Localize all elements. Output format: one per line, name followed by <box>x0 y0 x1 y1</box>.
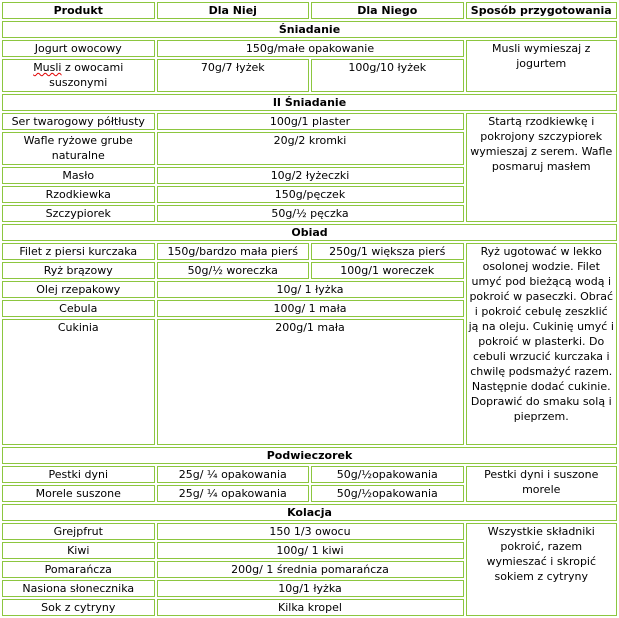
product-cell: Rzodkiewka <box>2 186 155 203</box>
amount-her-cell: 150g/bardzo mała pierś <box>157 243 310 260</box>
amount-both-cell: 200g/1 mała <box>157 319 464 445</box>
table-row <box>2 243 617 260</box>
method-cell: Ryż ugotować w lekko osolonej wodzie. Filet umyć pod bieżącą wodą i pokroić w paseczki. Obrać i pokroić cebulę zeszklić ją na oleju. Cukinię umyć i pokroić w plasterki. Do cebuli wrzucić kurczaka i chwilę podsmażyć razem. Następnie dodać cukinie. Doprawić do smaku solą i pieprzem. <box>466 243 618 445</box>
amount-both-cell: 20g/2 kromki <box>157 132 464 165</box>
section-title: Obiad <box>2 224 617 241</box>
amount-him-cell: 100g/1 woreczek <box>311 262 464 279</box>
amount-both-cell: 150 1/3 owocu <box>157 523 464 540</box>
section-row-kolacja <box>2 504 617 521</box>
header-him: Dla Niego <box>311 2 464 19</box>
section-title: Podwieczorek <box>2 447 617 464</box>
amount-him-cell: 100g/10 łyżek <box>311 59 464 92</box>
amount-both-cell: 150g/małe opakowanie <box>157 40 464 57</box>
amount-him-cell: 250g/1 większa pierś <box>311 243 464 260</box>
product-cell: Ryż brązowy <box>2 262 155 279</box>
amount-both-cell: 50g/½ pęczka <box>157 205 464 222</box>
section-title: Śniadanie <box>2 21 617 38</box>
amount-her-cell: 25g/ ¼ opakowania <box>157 485 310 502</box>
method-cell: Wszystkie składniki pokroić, razem wymieszać i skropić sokiem z cytryny <box>466 523 618 616</box>
section-row-ii-sniadanie <box>2 94 617 111</box>
amount-both-cell: 10g/ 1 łyżka <box>157 281 464 298</box>
product-cell: Sok z cytryny <box>2 599 155 616</box>
product-cell: Grejpfrut <box>2 523 155 540</box>
product-cell: Jogurt owocowy <box>2 40 155 57</box>
amount-both-cell: 150g/pęczek <box>157 186 464 203</box>
amount-both-cell: Kilka kropel <box>157 599 464 616</box>
section-row-sniadanie <box>2 21 617 38</box>
product-cell: Nasiona słonecznika <box>2 580 155 597</box>
product-cell: Kiwi <box>2 542 155 559</box>
product-cell: Cebula <box>2 300 155 317</box>
product-cell: Olej rzepakowy <box>2 281 155 298</box>
amount-her-cell: 70g/7 łyżek <box>157 59 310 92</box>
product-cell: Cukinia <box>2 319 155 445</box>
table-row <box>2 40 617 57</box>
product-text: z owocami suszonymi <box>49 61 124 89</box>
amount-her-cell: 25g/ ¼ opakowania <box>157 466 310 483</box>
spellcheck-word: Musli <box>33 61 62 74</box>
amount-both-cell: 100g/1 plaster <box>157 113 464 130</box>
amount-him-cell: 50g/½opakowania <box>311 466 464 483</box>
product-cell: Wafle ryżowe grube naturalne <box>2 132 155 165</box>
amount-him-cell: 50g/½opakowania <box>311 485 464 502</box>
amount-both-cell: 10g/1 łyżka <box>157 580 464 597</box>
product-cell: Morele suszone <box>2 485 155 502</box>
product-cell: Ser twarogowy półtłusty <box>2 113 155 130</box>
header-her: Dla Niej <box>157 2 310 19</box>
header-row <box>2 2 617 19</box>
amount-both-cell: 100g/ 1 kiwi <box>157 542 464 559</box>
amount-both-cell: 200g/ 1 średnia pomarańcza <box>157 561 464 578</box>
section-title: Kolacja <box>2 504 617 521</box>
amount-her-cell: 50g/½ woreczka <box>157 262 310 279</box>
section-title: II Śniadanie <box>2 94 617 111</box>
product-cell <box>2 59 155 92</box>
table-row <box>2 113 617 130</box>
method-cell: Startą rzodkiewkę i pokrojony szczypiorek wymieszaj z serem. Wafle posmaruj masłem <box>466 113 618 222</box>
product-cell: Masło <box>2 167 155 184</box>
method-cell: Musli wymieszaj z jogurtem <box>466 40 618 92</box>
product-cell: Pestki dyni <box>2 466 155 483</box>
product-cell: Filet z piersi kurczaka <box>2 243 155 260</box>
method-cell: Pestki dyni i suszone morele <box>466 466 618 502</box>
product-cell: Szczypiorek <box>2 205 155 222</box>
section-row-podwieczorek <box>2 447 617 464</box>
header-product: Produkt <box>2 2 155 19</box>
amount-both-cell: 10g/2 łyżeczki <box>157 167 464 184</box>
section-row-obiad <box>2 224 617 241</box>
table-row <box>2 466 617 483</box>
header-method: Sposób przygotowania <box>466 2 618 19</box>
amount-both-cell: 100g/ 1 mała <box>157 300 464 317</box>
product-cell: Pomarańcza <box>2 561 155 578</box>
table-row <box>2 523 617 540</box>
